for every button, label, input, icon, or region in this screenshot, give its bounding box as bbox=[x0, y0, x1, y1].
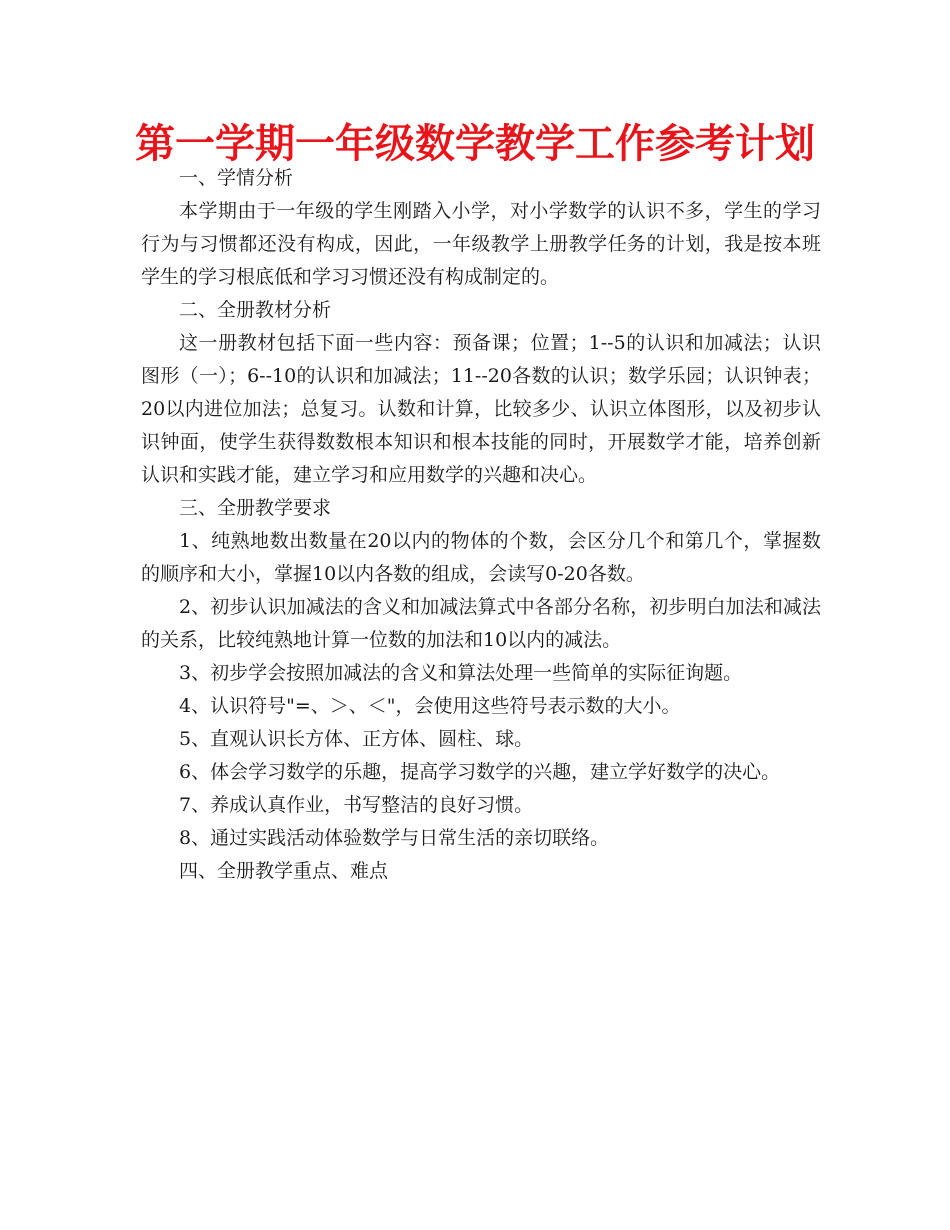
requirement-item-3: 3、初步学会按照加减法的含义和算法处理一些简单的实际征询题。 bbox=[179, 662, 743, 684]
requirement-item-5: 5、直观认识长方体、正方体、圆柱、球。 bbox=[179, 728, 534, 750]
requirement-item-7: 7、养成认真作业，书写整洁的良好习惯。 bbox=[179, 794, 534, 816]
section-heading-textbook-analysis: 二、全册教材分析 bbox=[179, 299, 332, 321]
section-heading-teaching-requirements: 三、全册教学要求 bbox=[179, 497, 332, 519]
paragraph-learning-analysis: 本学期由于一年级的学生刚踏入小学，对小学数学的认识不多，学生的学习行为与习惯都还没有构成，因此，一年级教学上册教学任务的计划，我是按本班学生的学习根底低和学习习惯还没有构成制定的。 bbox=[141, 200, 821, 288]
section-heading-learning-analysis: 一、学情分析 bbox=[179, 167, 294, 189]
requirement-item-6: 6、体会学习数学的乐趣，提高学习数学的兴趣，建立学好数学的决心。 bbox=[179, 761, 781, 783]
requirement-item-4: 4、认识符号"=、＞、＜"，会使用这些符号表示数的大小。 bbox=[179, 695, 681, 717]
requirement-item-2: 2、初步认识加减法的含义和加减法算式中各部分名称，初步明白加法和减法的关系，比较纯熟地计算一位数的加法和10以内的减法。 bbox=[141, 596, 821, 651]
requirement-item-1: 1、纯熟地数出数量在20以内的物体的个数，会区分几个和第几个，掌握数的顺序和大小，掌握10以内各数的组成，会读写0-20各数。 bbox=[141, 530, 821, 585]
section-heading-key-points: 四、全册教学重点、难点 bbox=[179, 860, 389, 882]
document-body bbox=[141, 162, 821, 888]
document-title: 第一学期一年级数学教学工作参考计划 bbox=[135, 121, 815, 167]
requirement-item-8: 8、通过实践活动体验数学与日常生活的亲切联络。 bbox=[179, 827, 610, 849]
paragraph-textbook-analysis: 这一册教材包括下面一些内容：预备课；位置；1--5的认识和加减法；认识图形（一）；6--10的认识和加减法；11--20各数的认识；数学乐园；认识钟表；20以内进位加法；总复习。认数和计算，比较多少、认识立体图形，以及初步认识钟面，使学生获得数数根本知识和根本技能的同时，开展数学才能，培养创新认识和实践才能，建立学习和应用数学的兴趣和决心。 bbox=[141, 332, 821, 486]
